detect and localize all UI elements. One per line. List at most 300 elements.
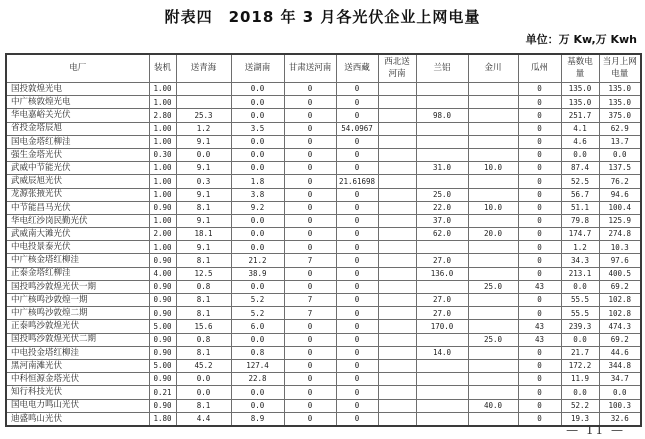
plant-name-cell: 武威南大滩光伏: [6, 228, 149, 241]
value-cell: 170.0: [416, 320, 468, 333]
value-cell: [468, 267, 518, 280]
value-cell: 1.2: [561, 241, 599, 254]
value-cell: 34.7: [599, 373, 641, 386]
value-cell: 0: [284, 399, 336, 412]
value-cell: 0: [336, 294, 378, 307]
unit-label: 单位：万 Kw,万 Kwh: [525, 33, 637, 46]
value-cell: [378, 135, 416, 148]
value-cell: [416, 412, 468, 426]
value-cell: 76.2: [599, 175, 641, 188]
value-cell: [378, 412, 416, 426]
value-cell: 56.7: [561, 188, 599, 201]
plant-name-cell: 中科恒源金塔光伏: [6, 373, 149, 386]
value-cell: 4.00: [149, 267, 176, 280]
table-row: [6, 254, 641, 267]
value-cell: 0: [518, 373, 561, 386]
value-cell: 52.5: [561, 175, 599, 188]
value-cell: 0.0: [561, 280, 599, 293]
value-cell: 0: [284, 359, 336, 372]
value-cell: 0: [518, 241, 561, 254]
value-cell: 43: [518, 333, 561, 346]
value-cell: 9.1: [176, 188, 231, 201]
value-cell: 15.6: [176, 320, 231, 333]
col-header-guazhou: 瓜州: [518, 54, 561, 83]
plant-name-cell: 中广核鸣沙敦煌二期: [6, 307, 149, 320]
value-cell: 0.0: [231, 148, 284, 161]
value-cell: 0: [518, 254, 561, 267]
value-cell: 135.0: [599, 96, 641, 109]
value-cell: 0: [284, 228, 336, 241]
plant-name-cell: 黑河南滩光伏: [6, 359, 149, 372]
value-cell: 43: [518, 320, 561, 333]
value-cell: 5.00: [149, 359, 176, 372]
value-cell: 98.0: [416, 109, 468, 122]
value-cell: 0: [336, 333, 378, 346]
value-cell: 172.2: [561, 359, 599, 372]
table-row: [6, 175, 641, 188]
value-cell: 0: [336, 412, 378, 426]
value-cell: 0.90: [149, 307, 176, 320]
value-cell: 0.90: [149, 254, 176, 267]
value-cell: 0: [284, 122, 336, 135]
table-row: [6, 359, 641, 372]
value-cell: [468, 346, 518, 359]
value-cell: 0.8: [176, 280, 231, 293]
value-cell: 0: [518, 122, 561, 135]
value-cell: [416, 359, 468, 372]
value-cell: [378, 109, 416, 122]
value-cell: 100.3: [599, 399, 641, 412]
value-cell: 0: [336, 359, 378, 372]
table-row: [6, 333, 641, 346]
value-cell: [378, 241, 416, 254]
value-cell: 0: [518, 267, 561, 280]
value-cell: [378, 201, 416, 214]
value-cell: 1.00: [149, 96, 176, 109]
value-cell: 0: [336, 373, 378, 386]
value-cell: [468, 386, 518, 399]
plant-name-cell: 武威辰旭光伏: [6, 175, 149, 188]
table-row: [6, 162, 641, 175]
table-row: [6, 267, 641, 280]
value-cell: 1.2: [176, 122, 231, 135]
value-cell: [416, 96, 468, 109]
value-cell: [416, 333, 468, 346]
value-cell: 375.0: [599, 109, 641, 122]
value-cell: [378, 333, 416, 346]
table-row: [6, 241, 641, 254]
value-cell: 69.2: [599, 333, 641, 346]
value-cell: [468, 373, 518, 386]
value-cell: 6.0: [231, 320, 284, 333]
plant-name-cell: 国投敦煌光电: [6, 83, 149, 96]
value-cell: 0: [284, 214, 336, 227]
value-cell: 0: [518, 214, 561, 227]
plant-name-cell: 中电投金塔红柳洼: [6, 346, 149, 359]
value-cell: 239.3: [561, 320, 599, 333]
value-cell: [468, 359, 518, 372]
value-cell: [378, 346, 416, 359]
value-cell: 22.0: [416, 201, 468, 214]
value-cell: 3.5: [231, 122, 284, 135]
value-cell: 62.9: [599, 122, 641, 135]
value-cell: [468, 307, 518, 320]
value-cell: 0: [518, 399, 561, 412]
col-header-to-qinghai: 送青海: [176, 54, 231, 83]
value-cell: 0: [284, 280, 336, 293]
value-cell: [378, 214, 416, 227]
value-cell: [416, 148, 468, 161]
value-cell: 9.1: [176, 162, 231, 175]
value-cell: 100.4: [599, 201, 641, 214]
table-row: [6, 122, 641, 135]
value-cell: [416, 175, 468, 188]
value-cell: [378, 148, 416, 161]
value-cell: 1.00: [149, 188, 176, 201]
value-cell: 0.3: [176, 175, 231, 188]
value-cell: 10.0: [468, 162, 518, 175]
page-number: — 11 —: [566, 423, 625, 437]
value-cell: 251.7: [561, 109, 599, 122]
plant-name-cell: 华电嘉峪关光伏: [6, 109, 149, 122]
value-cell: 0: [336, 267, 378, 280]
value-cell: 1.00: [149, 162, 176, 175]
value-cell: 127.4: [231, 359, 284, 372]
value-cell: [468, 294, 518, 307]
value-cell: 0: [518, 96, 561, 109]
col-header-to-hunan: 送湖南: [231, 54, 284, 83]
value-cell: 0.0: [231, 386, 284, 399]
value-cell: 0.0: [231, 83, 284, 96]
plant-name-cell: 迪盛鸣山光伏: [6, 412, 149, 426]
value-cell: 0.0: [231, 109, 284, 122]
value-cell: 0: [284, 386, 336, 399]
value-cell: 0.90: [149, 399, 176, 412]
plant-name-cell: 知行科技光伏: [6, 386, 149, 399]
value-cell: 0.0: [231, 228, 284, 241]
value-cell: 137.5: [599, 162, 641, 175]
table-row: [6, 109, 641, 122]
value-cell: [176, 96, 231, 109]
plant-name-cell: 中节能昌马光伏: [6, 201, 149, 214]
value-cell: 94.6: [599, 188, 641, 201]
value-cell: 0: [518, 307, 561, 320]
table-row: [6, 373, 641, 386]
value-cell: 20.0: [468, 228, 518, 241]
value-cell: 0.0: [176, 148, 231, 161]
value-cell: 8.1: [176, 294, 231, 307]
value-cell: 2.80: [149, 109, 176, 122]
value-cell: 0: [518, 175, 561, 188]
col-header-month-energy: 当月上网电量: [599, 54, 641, 83]
value-cell: [468, 254, 518, 267]
value-cell: [468, 320, 518, 333]
value-cell: 0: [284, 175, 336, 188]
value-cell: [468, 83, 518, 96]
value-cell: [378, 373, 416, 386]
value-cell: 400.5: [599, 267, 641, 280]
value-cell: 474.3: [599, 320, 641, 333]
value-cell: 3.8: [231, 188, 284, 201]
value-cell: 0: [284, 109, 336, 122]
value-cell: 27.0: [416, 307, 468, 320]
value-cell: 174.7: [561, 228, 599, 241]
value-cell: 25.0: [468, 280, 518, 293]
value-cell: 9.1: [176, 135, 231, 148]
value-cell: 8.1: [176, 254, 231, 267]
value-cell: [416, 241, 468, 254]
value-cell: 0.30: [149, 148, 176, 161]
value-cell: 0.90: [149, 346, 176, 359]
value-cell: 55.5: [561, 294, 599, 307]
table-row: [6, 188, 641, 201]
col-header-gansu-to-henan: 甘肃送河南: [284, 54, 336, 83]
value-cell: 54.0967: [336, 122, 378, 135]
value-cell: 1.80: [149, 412, 176, 426]
value-cell: 125.9: [599, 214, 641, 227]
value-cell: [378, 188, 416, 201]
col-header-lanlv: 兰铝: [416, 54, 468, 83]
value-cell: 0: [284, 346, 336, 359]
value-cell: [416, 399, 468, 412]
value-cell: 0.0: [561, 148, 599, 161]
value-cell: 9.1: [176, 241, 231, 254]
table-row: [6, 307, 641, 320]
value-cell: 0: [284, 267, 336, 280]
value-cell: [468, 135, 518, 148]
value-cell: [378, 175, 416, 188]
table-row: [6, 148, 641, 161]
pv-output-table: [5, 53, 642, 427]
value-cell: 135.0: [561, 83, 599, 96]
table-row: [6, 83, 641, 96]
value-cell: 0: [336, 254, 378, 267]
value-cell: 22.8: [231, 373, 284, 386]
value-cell: 32.6: [599, 412, 641, 426]
value-cell: 13.7: [599, 135, 641, 148]
value-cell: 0.0: [599, 148, 641, 161]
value-cell: 27.0: [416, 254, 468, 267]
value-cell: 38.9: [231, 267, 284, 280]
value-cell: 274.8: [599, 228, 641, 241]
value-cell: 31.0: [416, 162, 468, 175]
value-cell: [468, 241, 518, 254]
col-header-jinchuan: 金川: [468, 54, 518, 83]
value-cell: [378, 386, 416, 399]
value-cell: 0.0: [231, 96, 284, 109]
value-cell: 25.0: [468, 333, 518, 346]
value-cell: 21.2: [231, 254, 284, 267]
value-cell: 0: [284, 135, 336, 148]
value-cell: 0: [518, 162, 561, 175]
value-cell: 102.8: [599, 294, 641, 307]
value-cell: [378, 294, 416, 307]
value-cell: 0: [284, 162, 336, 175]
value-cell: 0: [336, 346, 378, 359]
value-cell: 344.8: [599, 359, 641, 372]
value-cell: [468, 188, 518, 201]
value-cell: 8.9: [231, 412, 284, 426]
page-title: 附表四 2018 年 3 月各光伏企业上网电量: [164, 8, 481, 26]
value-cell: 0: [336, 307, 378, 320]
value-cell: 0: [284, 333, 336, 346]
value-cell: 0: [336, 135, 378, 148]
table-row: [6, 399, 641, 412]
value-cell: 0: [518, 359, 561, 372]
value-cell: 1.00: [149, 83, 176, 96]
table-row: [6, 135, 641, 148]
value-cell: [378, 320, 416, 333]
value-cell: 0: [336, 228, 378, 241]
value-cell: 37.0: [416, 214, 468, 227]
value-cell: 69.2: [599, 280, 641, 293]
value-cell: 0: [284, 83, 336, 96]
value-cell: [416, 122, 468, 135]
table-row: [6, 320, 641, 333]
value-cell: 19.3: [561, 412, 599, 426]
value-cell: 0.0: [231, 399, 284, 412]
value-cell: 87.4: [561, 162, 599, 175]
table-row: [6, 201, 641, 214]
value-cell: 8.1: [176, 201, 231, 214]
value-cell: 43: [518, 280, 561, 293]
value-cell: 0: [284, 412, 336, 426]
value-cell: 0: [284, 320, 336, 333]
value-cell: 0.21: [149, 386, 176, 399]
table-row: [6, 280, 641, 293]
plant-name-cell: 中广核金塔红柳洼: [6, 254, 149, 267]
value-cell: 9.1: [176, 214, 231, 227]
value-cell: 0.90: [149, 294, 176, 307]
value-cell: [468, 412, 518, 426]
value-cell: 0: [284, 188, 336, 201]
plant-name-cell: 中电投景泰光伏: [6, 241, 149, 254]
value-cell: 0: [284, 148, 336, 161]
value-cell: 0.0: [599, 386, 641, 399]
value-cell: 27.0: [416, 294, 468, 307]
value-cell: 10.0: [468, 201, 518, 214]
value-cell: 0: [518, 188, 561, 201]
value-cell: 136.0: [416, 267, 468, 280]
value-cell: 0.0: [231, 162, 284, 175]
value-cell: [468, 122, 518, 135]
value-cell: 0: [518, 412, 561, 426]
value-cell: 11.9: [561, 373, 599, 386]
value-cell: 0.0: [176, 373, 231, 386]
value-cell: [378, 96, 416, 109]
value-cell: 0: [336, 241, 378, 254]
plant-name-cell: 国投鸣沙敦煌光伏一期: [6, 280, 149, 293]
value-cell: 0: [336, 320, 378, 333]
value-cell: 1.00: [149, 175, 176, 188]
value-cell: 0.0: [231, 241, 284, 254]
value-cell: 1.8: [231, 175, 284, 188]
value-cell: 21.7: [561, 346, 599, 359]
value-cell: 9.2: [231, 201, 284, 214]
table-row: [6, 346, 641, 359]
value-cell: 2.00: [149, 228, 176, 241]
value-cell: 0: [336, 162, 378, 175]
value-cell: [416, 386, 468, 399]
table-row: [6, 214, 641, 227]
value-cell: 12.5: [176, 267, 231, 280]
value-cell: 0: [518, 83, 561, 96]
value-cell: 55.5: [561, 307, 599, 320]
plant-name-cell: 国电电力鸣山光伏: [6, 399, 149, 412]
value-cell: 213.1: [561, 267, 599, 280]
plant-name-cell: 正泰金塔红柳洼: [6, 267, 149, 280]
value-cell: 1.00: [149, 241, 176, 254]
value-cell: 0: [336, 386, 378, 399]
value-cell: 1.00: [149, 214, 176, 227]
value-cell: 0: [336, 96, 378, 109]
value-cell: 8.1: [176, 399, 231, 412]
value-cell: 0.8: [176, 333, 231, 346]
value-cell: 0.0: [231, 280, 284, 293]
table-row: [6, 386, 641, 399]
value-cell: [378, 83, 416, 96]
value-cell: 0: [336, 109, 378, 122]
value-cell: 0.0: [231, 333, 284, 346]
value-cell: 8.1: [176, 346, 231, 359]
value-cell: [416, 135, 468, 148]
table-row: [6, 96, 641, 109]
table-body: [6, 83, 641, 426]
value-cell: 62.0: [416, 228, 468, 241]
value-cell: 1.00: [149, 135, 176, 148]
value-cell: 0.90: [149, 201, 176, 214]
value-cell: 34.3: [561, 254, 599, 267]
value-cell: 0: [518, 228, 561, 241]
value-cell: 5.00: [149, 320, 176, 333]
value-cell: [378, 267, 416, 280]
value-cell: 102.8: [599, 307, 641, 320]
value-cell: 1.00: [149, 122, 176, 135]
value-cell: 14.0: [416, 346, 468, 359]
value-cell: 52.2: [561, 399, 599, 412]
value-cell: 0: [336, 280, 378, 293]
col-header-to-tibet: 送西藏: [336, 54, 378, 83]
value-cell: 21.61698: [336, 175, 378, 188]
value-cell: 4.6: [561, 135, 599, 148]
value-cell: 0: [336, 148, 378, 161]
col-header-plant: 电厂: [6, 54, 149, 83]
table-row: [6, 412, 641, 426]
value-cell: 0.90: [149, 333, 176, 346]
value-cell: 4.4: [176, 412, 231, 426]
value-cell: [416, 280, 468, 293]
value-cell: 40.0: [468, 399, 518, 412]
value-cell: 0: [518, 294, 561, 307]
value-cell: 0: [518, 386, 561, 399]
plant-name-cell: 华电红沙岗民勤光伏: [6, 214, 149, 227]
value-cell: 5.2: [231, 307, 284, 320]
value-cell: 0.0: [231, 214, 284, 227]
value-cell: [468, 148, 518, 161]
plant-name-cell: 中广核鸣沙敦煌一期: [6, 294, 149, 307]
value-cell: 0: [518, 148, 561, 161]
table-row: [6, 294, 641, 307]
value-cell: 0: [336, 214, 378, 227]
value-cell: 25.0: [416, 188, 468, 201]
table-header-row: [6, 54, 641, 83]
value-cell: 7: [284, 307, 336, 320]
plant-name-cell: 正泰鸣沙敦煌光伏: [6, 320, 149, 333]
value-cell: 79.8: [561, 214, 599, 227]
value-cell: 0.8: [231, 346, 284, 359]
value-cell: 0: [336, 83, 378, 96]
value-cell: 0: [518, 135, 561, 148]
